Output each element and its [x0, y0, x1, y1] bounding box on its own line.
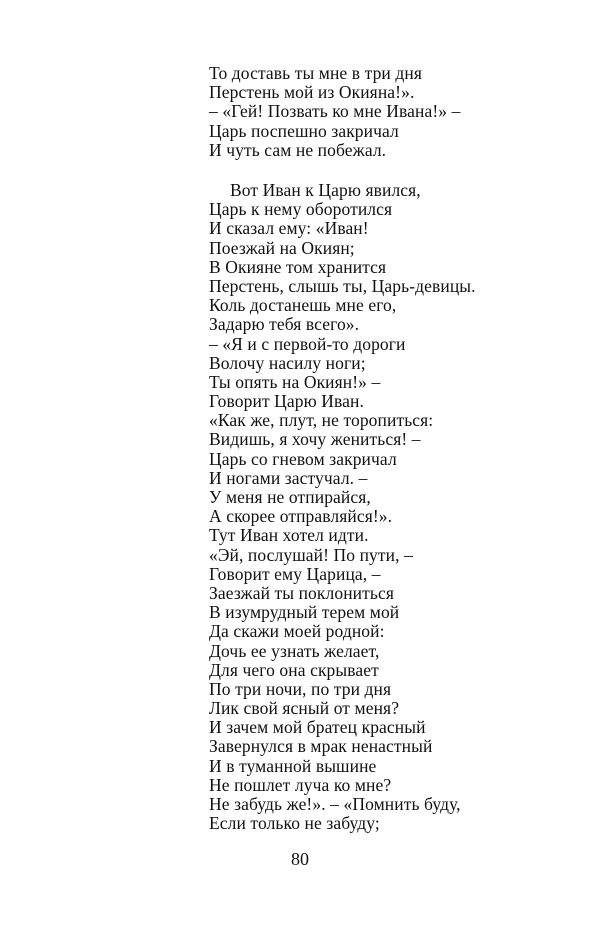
verse-line: Задарю тебя всего».: [209, 314, 360, 335]
verse-line: Коль достанешь мне его,: [209, 295, 397, 316]
verse-line: Говорит ему Царица, –: [209, 563, 381, 584]
verse-line: – «Я и с первой-то дороги: [209, 333, 406, 354]
verse-line: И зачем мой братец красный: [209, 717, 426, 738]
verse-line: «Как же, плут, не торопиться:: [209, 410, 434, 431]
verse-line: И ногами застучал. –: [209, 467, 368, 488]
verse-line: Говорит Царю Иван.: [209, 391, 364, 412]
verse-line: Не пошлет луча ко мне?: [209, 774, 392, 795]
verse-line: Царь со гневом закричал: [209, 448, 397, 469]
verse-line: И в туманной вышине: [209, 755, 377, 776]
stanza-1: [209, 64, 589, 160]
verse-line: Для чего она скрывает: [209, 659, 379, 680]
verse-line: В изумрудный терем мой: [209, 602, 400, 623]
verse-line: Дочь ее узнать желает,: [209, 640, 380, 661]
verse-line: Поезжай на Окиян;: [209, 237, 355, 258]
verse-line: Вот Иван к Царю явился,: [230, 180, 421, 200]
verse-line: По три ночи, по три дня: [209, 678, 392, 699]
verse-line: Если только не забуду;: [209, 813, 380, 834]
verse-line: Волочу насилу ноги;: [209, 352, 366, 373]
verse-line: Ты опять на Окиян!» –: [209, 371, 381, 392]
verse-line: Царь поспешно закричал: [209, 120, 399, 141]
verse-line: «Эй, послушай! По пути, –: [209, 544, 413, 565]
verse-line: – «Гей! Позвать ко мне Ивана!» –: [209, 101, 461, 122]
verse-line: Перстень, слышь ты, Царь-девицы.: [209, 275, 476, 296]
verse-line: Лик свой ясный от меня?: [209, 698, 400, 719]
verse-line: Видишь, я хочу жениться! –: [209, 429, 421, 450]
verse-line: Царь к нему оборотился: [209, 199, 393, 220]
verse-line: И сказал ему: «Иван!: [209, 218, 369, 239]
page-number: 80: [291, 849, 309, 869]
verse-line: Завернулся в мрак ненастный: [209, 736, 433, 757]
verse-line: Тут Иван хотел идти.: [209, 525, 369, 546]
verse-line: У меня не отпирайся,: [209, 487, 371, 507]
verse-line: То доставь ты мне в три дня: [209, 63, 422, 83]
verse-line: А скорее отправляйся!».: [209, 506, 393, 527]
verse-line: В Окияне том хранится: [209, 256, 387, 277]
verse-line: Перстень мой из Окияна!».: [209, 82, 415, 103]
stanza-2: [209, 181, 589, 833]
verse-line: Да скажи моей родной:: [209, 621, 385, 642]
verse-line: Не забудь же!». – «Помнить буду,: [209, 794, 461, 814]
verse-line: Заезжай ты поклониться: [209, 582, 394, 603]
verse-line: И чуть сам не побежал.: [209, 139, 387, 160]
